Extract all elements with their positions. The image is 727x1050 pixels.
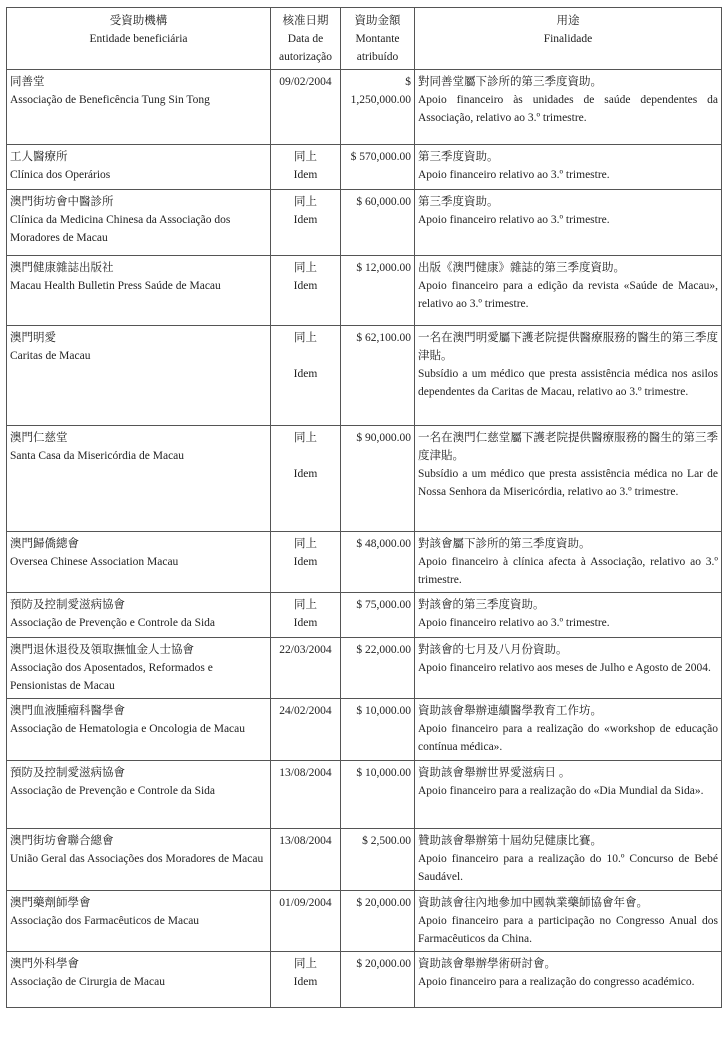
entity-name-pt: Associação dos Farmacêuticos de Macau xyxy=(10,915,200,927)
table-row xyxy=(7,593,722,638)
amount-value: $ 570,000.00 xyxy=(350,151,411,163)
purpose-pt: Apoio financeiro relativo aos meses de Julho e Agosto de 2004. xyxy=(418,662,711,674)
purpose-cell xyxy=(415,256,722,326)
amount-cell xyxy=(341,699,415,761)
entity-name-pt: Associação de Hematologia e Oncologia de Macau xyxy=(10,723,246,735)
purpose-pt: Apoio financeiro para a edição da revista «Saúde de Macau», relativo ao 3.º trimestre. xyxy=(418,280,718,310)
purpose-zh: 對該會的七月及八月份資助。 xyxy=(418,644,568,656)
date-zh: 01/09/2004 xyxy=(279,897,332,909)
entity-cell xyxy=(7,70,271,145)
date-cell xyxy=(271,70,341,145)
table-row xyxy=(7,638,722,699)
date-zh: 同上 xyxy=(294,538,317,550)
purpose-pt: Apoio financeiro para a participação no Congresso Anual dos Farmacêuticos da China. xyxy=(418,915,718,945)
purpose-zh: 資助該會舉辦學術研討會。 xyxy=(418,958,556,970)
purpose-pt: Apoio financeiro às unidades de saúde dependentes da Associação, relativo ao 3.º trimestre. xyxy=(418,94,718,124)
date-cell xyxy=(271,761,341,829)
entity-name-pt: Clínica da Medicina Chinesa da Associação dos Moradores de Macau xyxy=(10,214,231,244)
date-cell xyxy=(271,699,341,761)
amount-cell xyxy=(341,326,415,426)
entity-name-zh: 預防及控制愛滋病協會 xyxy=(10,767,125,779)
table-row xyxy=(7,761,722,829)
purpose-cell xyxy=(415,145,722,190)
entity-name-pt: Associação de Beneficência Tung Sin Tong xyxy=(10,94,210,106)
table-row xyxy=(7,829,722,891)
amount-cell xyxy=(341,70,415,145)
purpose-pt: Subsídio a um médico que presta assistência médica nos asilos dependentes da Caritas de Macau, relativo ao 3.º trimestre. xyxy=(418,368,718,398)
amount-cell xyxy=(341,532,415,593)
entity-name-zh: 同善堂 xyxy=(10,76,45,88)
entity-name-pt: Associação de Cirurgia de Macau xyxy=(10,976,165,988)
amount-value: $ 1,250,000.00 xyxy=(350,76,411,106)
amount-cell xyxy=(341,638,415,699)
entity-name-zh: 澳門歸僑總會 xyxy=(10,538,79,550)
purpose-cell xyxy=(415,829,722,891)
amount-cell xyxy=(341,952,415,1008)
header-entity: 受資助機構 Entidade beneficiária xyxy=(7,8,271,70)
date-cell xyxy=(271,829,341,891)
date-zh: 同上 xyxy=(294,958,317,970)
date-pt: Idem xyxy=(293,976,318,988)
entity-cell xyxy=(7,256,271,326)
purpose-cell xyxy=(415,891,722,952)
date-cell xyxy=(271,190,341,256)
purpose-cell xyxy=(415,761,722,829)
purpose-pt: Apoio financeiro para a realização do «workshop de educação contínua médica». xyxy=(418,723,718,753)
entity-name-pt: União Geral das Associações dos Moradores de Macau xyxy=(10,853,264,865)
purpose-cell xyxy=(415,593,722,638)
entity-name-pt: Associação dos Aposentados, Reformados e Pensionistas de Macau xyxy=(10,662,213,692)
date-pt: Idem xyxy=(293,169,318,181)
entity-name-zh: 澳門明愛 xyxy=(10,332,56,344)
amount-cell xyxy=(341,256,415,326)
date-pt: Idem xyxy=(293,468,318,480)
entity-name-pt: Clínica dos Operários xyxy=(10,169,111,181)
entity-cell xyxy=(7,952,271,1008)
date-cell xyxy=(271,426,341,532)
entity-name-zh: 澳門健康雜誌出版社 xyxy=(10,262,114,274)
amount-cell xyxy=(341,145,415,190)
table-row xyxy=(7,326,722,426)
entity-cell xyxy=(7,532,271,593)
header-purpose: 用途 Finalidade xyxy=(415,8,722,70)
date-zh: 09/02/2004 xyxy=(279,76,332,88)
table-row xyxy=(7,190,722,256)
table-row xyxy=(7,532,722,593)
entity-name-pt: Santa Casa da Misericórdia de Macau xyxy=(10,450,185,462)
date-cell xyxy=(271,638,341,699)
amount-cell xyxy=(341,891,415,952)
date-zh: 同上 xyxy=(294,196,317,208)
amount-value: $ 20,000.00 xyxy=(356,958,411,970)
table-row xyxy=(7,145,722,190)
purpose-zh: 對同善堂屬下診所的第三季度資助。 xyxy=(418,76,602,88)
entity-name-zh: 澳門外科學會 xyxy=(10,958,79,970)
table-row xyxy=(7,891,722,952)
entity-name-pt: Associação de Prevenção e Controle da Sida xyxy=(10,785,216,797)
header-date: 核准日期 Data de autorização xyxy=(271,8,341,70)
subsidy-table xyxy=(6,7,722,1008)
amount-value: $ 62,100.00 xyxy=(356,332,411,344)
date-pt: Idem xyxy=(293,617,318,629)
date-zh: 同上 xyxy=(294,332,317,344)
entity-name-zh: 澳門藥劑師學會 xyxy=(10,897,91,909)
purpose-zh: 第三季度資助。 xyxy=(418,196,499,208)
date-cell xyxy=(271,256,341,326)
entity-name-pt: Oversea Chinese Association Macau xyxy=(10,556,179,568)
purpose-zh: 對該會屬下診所的第三季度資助。 xyxy=(418,538,591,550)
entity-cell xyxy=(7,593,271,638)
date-cell xyxy=(271,326,341,426)
header-amount: 資助金額 Montante atribuído xyxy=(341,8,415,70)
table-row xyxy=(7,256,722,326)
entity-name-pt: Macau Health Bulletin Press Saúde de Macau xyxy=(10,280,221,292)
table-row xyxy=(7,952,722,1008)
purpose-pt: Apoio financeiro para a realização do congresso académico. xyxy=(418,976,695,988)
purpose-pt: Apoio financeiro relativo ao 3.º trimestre. xyxy=(418,617,610,629)
date-pt: Idem xyxy=(293,556,318,568)
entity-name-zh: 預防及控制愛滋病協會 xyxy=(10,599,125,611)
date-zh: 22/03/2004 xyxy=(279,644,332,656)
purpose-zh: 資助該會往內地參加中國執業藥師協會年會。 xyxy=(418,897,648,909)
purpose-zh: 資助該會舉辦世界愛滋病日 。 xyxy=(418,767,571,779)
purpose-zh: 出版《澳門健康》雜誌的第三季度資助。 xyxy=(418,262,625,274)
date-pt: Idem xyxy=(293,214,318,226)
purpose-zh: 對該會的第三季度資助。 xyxy=(418,599,545,611)
date-cell xyxy=(271,145,341,190)
purpose-pt: Apoio financeiro relativo ao 3.º trimestre. xyxy=(418,169,610,181)
purpose-cell xyxy=(415,326,722,426)
entity-name-pt: Caritas de Macau xyxy=(10,350,91,362)
date-zh: 24/02/2004 xyxy=(279,705,332,717)
amount-cell xyxy=(341,593,415,638)
amount-value: $ 75,000.00 xyxy=(356,599,411,611)
date-zh: 同上 xyxy=(294,599,317,611)
entity-name-pt: Associação de Prevenção e Controle da Sida xyxy=(10,617,216,629)
amount-value: $ 48,000.00 xyxy=(356,538,411,550)
purpose-cell xyxy=(415,190,722,256)
amount-cell xyxy=(341,190,415,256)
date-pt: Idem xyxy=(293,368,318,380)
purpose-pt: Apoio financeiro relativo ao 3.º trimestre. xyxy=(418,214,610,226)
table-row xyxy=(7,70,722,145)
amount-cell xyxy=(341,426,415,532)
amount-cell xyxy=(341,761,415,829)
table-row xyxy=(7,426,722,532)
entity-name-zh: 澳門街坊會中醫診所 xyxy=(10,196,114,208)
entity-name-zh: 澳門仁慈堂 xyxy=(10,432,68,444)
purpose-cell xyxy=(415,426,722,532)
entity-name-zh: 澳門街坊會聯合總會 xyxy=(10,835,114,847)
entity-cell xyxy=(7,638,271,699)
amount-value: $ 90,000.00 xyxy=(356,432,411,444)
entity-cell xyxy=(7,190,271,256)
amount-value: $ 22,000.00 xyxy=(356,644,411,656)
amount-value: $ 2,500.00 xyxy=(362,835,411,847)
purpose-pt: Apoio financeiro à clínica afecta à Associação, relativo ao 3.º trimestre. xyxy=(418,556,718,586)
table-row xyxy=(7,699,722,761)
date-cell xyxy=(271,593,341,638)
entity-name-zh: 澳門退休退役及領取撫恤金人士協會 xyxy=(10,644,194,656)
purpose-zh: 一名在澳門仁慈堂屬下護老院提供醫療服務的醫生的第三季度津貼。 xyxy=(418,432,718,462)
amount-value: $ 10,000.00 xyxy=(356,705,411,717)
entity-cell xyxy=(7,699,271,761)
purpose-zh: 一名在澳門明愛屬下護老院提供醫療服務的醫生的第三季度津貼。 xyxy=(418,332,718,362)
date-zh: 同上 xyxy=(294,262,317,274)
date-zh: 同上 xyxy=(294,432,317,444)
entity-cell xyxy=(7,326,271,426)
purpose-zh: 資助該會舉辦連續醫學教育工作坊。 xyxy=(418,705,602,717)
entity-name-zh: 工人醫療所 xyxy=(10,151,68,163)
amount-value: $ 12,000.00 xyxy=(356,262,411,274)
purpose-pt: Subsídio a um médico que presta assistência médica no Lar de Nossa Senhora da Misericórdia, relativo ao 3.º trimestre. xyxy=(418,468,718,498)
date-cell xyxy=(271,952,341,1008)
date-zh: 13/08/2004 xyxy=(279,767,332,779)
entity-cell xyxy=(7,891,271,952)
date-cell xyxy=(271,532,341,593)
entity-cell xyxy=(7,426,271,532)
purpose-zh: 第三季度資助。 xyxy=(418,151,499,163)
table-header-row xyxy=(7,8,722,70)
purpose-zh: 贊助該會舉辦第十屆幼兒健康比賽。 xyxy=(418,835,602,847)
amount-value: $ 60,000.00 xyxy=(356,196,411,208)
date-pt: Idem xyxy=(293,280,318,292)
date-zh: 同上 xyxy=(294,151,317,163)
date-cell xyxy=(271,891,341,952)
entity-cell xyxy=(7,829,271,891)
amount-cell xyxy=(341,829,415,891)
purpose-cell xyxy=(415,699,722,761)
amount-value: $ 10,000.00 xyxy=(356,767,411,779)
purpose-pt: Apoio financeiro para a realização do 10.º Concurso de Bebé Saudável. xyxy=(418,853,718,883)
entity-name-zh: 澳門血液腫瘤科醫學會 xyxy=(10,705,125,717)
purpose-pt: Apoio financeiro para a realização do «Dia Mundial da Sida». xyxy=(418,785,704,797)
purpose-cell xyxy=(415,70,722,145)
purpose-cell xyxy=(415,638,722,699)
date-zh: 13/08/2004 xyxy=(279,835,332,847)
purpose-cell xyxy=(415,952,722,1008)
amount-value: $ 20,000.00 xyxy=(356,897,411,909)
entity-cell xyxy=(7,761,271,829)
entity-cell xyxy=(7,145,271,190)
purpose-cell xyxy=(415,532,722,593)
